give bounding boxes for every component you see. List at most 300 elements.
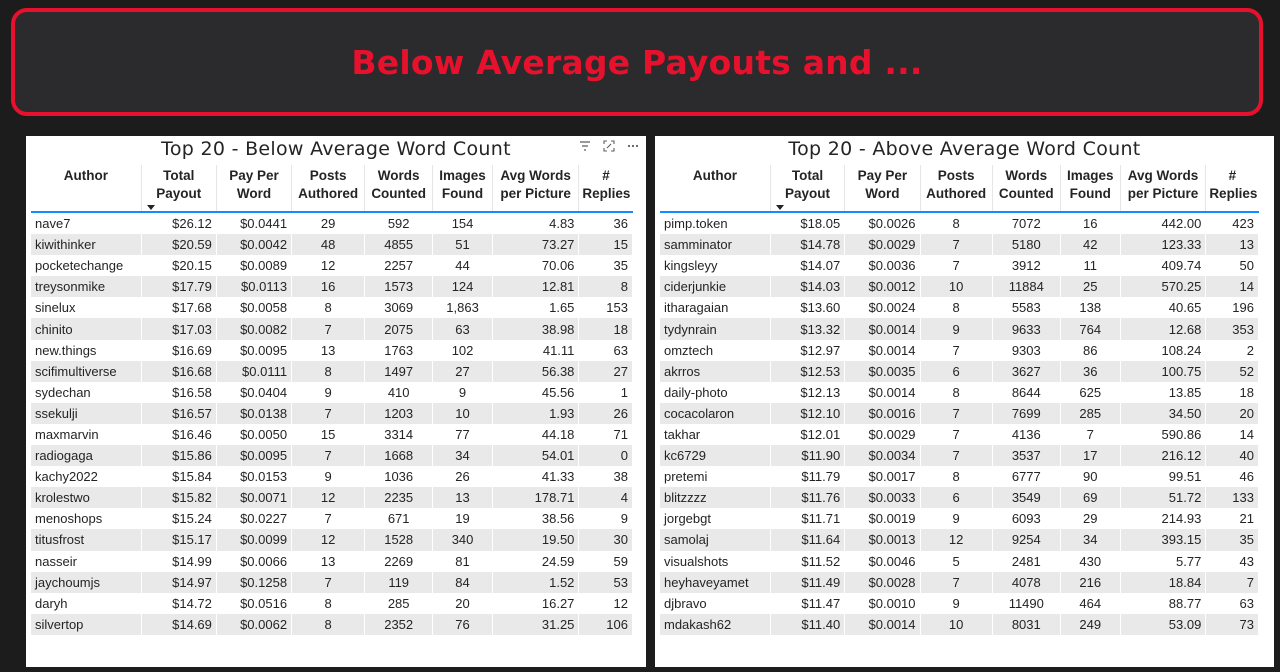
cell-images-found: 19 [433,508,493,529]
table-row[interactable] [660,340,1259,361]
cell-author: sinelux [31,297,141,318]
data-table [31,165,633,635]
cell-posts-authored: 6 [920,361,992,382]
cell-author: mdakash62 [660,614,770,635]
cell-avg-words-per-picture: 51.72 [1120,487,1206,508]
cell-words-counted: 1203 [365,403,433,424]
column-header-pay-per-word[interactable]: Pay Per Word [216,165,291,212]
table-row[interactable] [660,445,1259,466]
cell-avg-words-per-picture: 99.51 [1120,466,1206,487]
cell-pay-per-word: $0.0014 [845,382,920,403]
cell-images-found: 34 [433,445,493,466]
cell-author: nave7 [31,212,141,234]
column-header-posts-authored[interactable]: Posts Authored [292,165,365,212]
cell-total-payout: $11.52 [770,551,844,572]
cell-images-found: 84 [433,572,493,593]
cell-pay-per-word: $0.0028 [845,572,920,593]
table-row[interactable] [660,466,1259,487]
column-header-pay-per-word[interactable]: Pay Per Word [845,165,920,212]
table-row[interactable] [31,382,633,403]
cell-avg-words-per-picture: 214.93 [1120,508,1206,529]
cell-posts-authored: 48 [292,234,365,255]
cell-words-counted: 7699 [992,403,1060,424]
cell-posts-authored: 12 [292,255,365,276]
cell-images-found: 124 [433,276,493,297]
cell-total-payout: $16.68 [141,361,216,382]
header-row [660,165,1259,212]
cell-total-payout: $20.15 [141,255,216,276]
cell-avg-words-per-picture: 41.11 [492,340,579,361]
table-row[interactable] [31,297,633,318]
cell-pay-per-word: $0.0026 [845,212,920,234]
cell-author: menoshops [31,508,141,529]
cell-posts-authored: 7 [292,403,365,424]
cell-total-payout: $11.79 [770,466,844,487]
cell-posts-authored: 7 [292,508,365,529]
table-row[interactable] [31,403,633,424]
cell-words-counted: 1573 [365,276,433,297]
cell-pay-per-word: $0.0066 [216,551,291,572]
cell-replies: 50 [1206,255,1259,276]
cell-words-counted: 2075 [365,318,433,339]
cell-words-counted: 592 [365,212,433,234]
column-header-avg-words[interactable]: Avg Words per Picture [492,165,579,212]
cell-posts-authored: 7 [920,255,992,276]
cell-total-payout: $11.71 [770,508,844,529]
table-row[interactable] [31,234,633,255]
table-row[interactable] [660,212,1259,234]
cell-avg-words-per-picture: 178.71 [492,487,579,508]
cell-total-payout: $15.17 [141,529,216,550]
cell-posts-authored: 8 [920,297,992,318]
column-header-images-found[interactable]: Images Found [433,165,493,212]
cell-replies: 133 [1206,487,1259,508]
cell-pay-per-word: $0.0014 [845,340,920,361]
table-row[interactable] [660,234,1259,255]
cell-words-counted: 1528 [365,529,433,550]
cell-total-payout: $11.47 [770,593,844,614]
cell-words-counted: 3069 [365,297,433,318]
cell-words-counted: 5583 [992,297,1060,318]
cell-posts-authored: 29 [292,212,365,234]
cell-total-payout: $12.53 [770,361,844,382]
visual-title: Top 20 - Above Average Word Count [788,138,1141,160]
table-row[interactable] [660,255,1259,276]
table-row[interactable] [660,593,1259,614]
cell-pay-per-word: $0.0095 [216,445,291,466]
table-row[interactable] [660,318,1259,339]
cell-total-payout: $14.72 [141,593,216,614]
cell-words-counted: 410 [365,382,433,403]
cell-replies: 353 [1206,318,1259,339]
cell-images-found: 249 [1060,614,1120,635]
cell-images-found: 76 [433,614,493,635]
cell-words-counted: 2235 [365,487,433,508]
cell-words-counted: 9633 [992,318,1060,339]
table-row[interactable] [660,361,1259,382]
cell-avg-words-per-picture: 16.27 [492,593,579,614]
cell-pay-per-word: $0.0029 [845,234,920,255]
cell-total-payout: $14.03 [770,276,844,297]
cell-avg-words-per-picture: 13.85 [1120,382,1206,403]
cell-avg-words-per-picture: 4.83 [492,212,579,234]
cell-author: pimp.token [660,212,770,234]
cell-posts-authored: 10 [920,276,992,297]
cell-posts-authored: 16 [292,276,365,297]
cell-pay-per-word: $0.0035 [845,361,920,382]
cell-author: silvertop [31,614,141,635]
cell-images-found: 36 [1060,361,1120,382]
cell-author: visualshots [660,551,770,572]
cell-images-found: 10 [433,403,493,424]
cell-images-found: 77 [433,424,493,445]
table-row[interactable] [660,572,1259,593]
cell-words-counted: 3549 [992,487,1060,508]
table-row[interactable] [31,255,633,276]
cell-replies: 35 [579,255,633,276]
cell-posts-authored: 9 [920,318,992,339]
column-header-replies[interactable]: # Replies [1206,165,1259,212]
table-row[interactable] [31,593,633,614]
cell-total-payout: $15.82 [141,487,216,508]
table-row[interactable] [31,318,633,339]
cell-author: krolestwo [31,487,141,508]
cell-pay-per-word: $0.0024 [845,297,920,318]
cell-replies: 15 [579,234,633,255]
visual-header-icons [578,140,640,155]
cell-total-payout: $13.32 [770,318,844,339]
column-header-words-counted[interactable]: Words Counted [992,165,1060,212]
cell-pay-per-word: $0.0036 [845,255,920,276]
sort-descending-icon [147,205,155,210]
cell-total-payout: $15.84 [141,466,216,487]
cell-images-found: 69 [1060,487,1120,508]
cell-images-found: 63 [433,318,493,339]
cell-posts-authored: 8 [292,297,365,318]
table-row[interactable] [31,466,633,487]
cell-author: daryh [31,593,141,614]
cell-replies: 30 [579,529,633,550]
cell-author: nasseir [31,551,141,572]
table-row[interactable] [31,424,633,445]
cell-total-payout: $13.60 [770,297,844,318]
cell-author: kiwithinker [31,234,141,255]
cell-avg-words-per-picture: 44.18 [492,424,579,445]
cell-words-counted: 11884 [992,276,1060,297]
cell-author: kc6729 [660,445,770,466]
cell-replies: 1 [579,382,633,403]
table-row[interactable] [31,276,633,297]
cell-posts-authored: 9 [920,593,992,614]
above-average-table-visual[interactable] [655,136,1274,667]
cell-pay-per-word: $0.0042 [216,234,291,255]
cell-words-counted: 671 [365,508,433,529]
cell-avg-words-per-picture: 38.56 [492,508,579,529]
cell-total-payout: $11.90 [770,445,844,466]
cell-posts-authored: 7 [292,318,365,339]
cell-posts-authored: 7 [920,445,992,466]
cell-pay-per-word: $0.0012 [845,276,920,297]
cell-replies: 4 [579,487,633,508]
cell-posts-authored: 12 [292,487,365,508]
cell-images-found: 764 [1060,318,1120,339]
sort-descending-icon [776,205,784,210]
cell-pay-per-word: $0.1258 [216,572,291,593]
column-header-avg-words[interactable]: Avg Words per Picture [1120,165,1206,212]
cell-avg-words-per-picture: 1.65 [492,297,579,318]
cell-words-counted: 3314 [365,424,433,445]
column-header-total-payout[interactable]: Total Payout [770,165,844,212]
column-header-replies[interactable]: # Replies [579,165,633,212]
cell-images-found: 16 [1060,212,1120,234]
cell-total-payout: $14.69 [141,614,216,635]
cell-avg-words-per-picture: 12.81 [492,276,579,297]
cell-pay-per-word: $0.0010 [845,593,920,614]
cell-total-payout: $11.64 [770,529,844,550]
cell-total-payout: $11.40 [770,614,844,635]
cell-replies: 63 [1206,593,1259,614]
cell-author: ciderjunkie [660,276,770,297]
cell-pay-per-word: $0.0113 [216,276,291,297]
table-row[interactable] [31,529,633,550]
cell-total-payout: $14.07 [770,255,844,276]
cell-author: jorgebgt [660,508,770,529]
cell-posts-authored: 7 [920,403,992,424]
cell-posts-authored: 12 [292,529,365,550]
table-row[interactable] [660,508,1259,529]
cell-replies: 46 [1206,466,1259,487]
cell-replies: 18 [1206,382,1259,403]
cell-images-found: 1,863 [433,297,493,318]
cell-replies: 423 [1206,212,1259,234]
cell-avg-words-per-picture: 409.74 [1120,255,1206,276]
cell-avg-words-per-picture: 40.65 [1120,297,1206,318]
cell-author: pocketechange [31,255,141,276]
cell-avg-words-per-picture: 54.01 [492,445,579,466]
cell-images-found: 285 [1060,403,1120,424]
cell-pay-per-word: $0.0516 [216,593,291,614]
cell-avg-words-per-picture: 570.25 [1120,276,1206,297]
cell-total-payout: $15.24 [141,508,216,529]
table-row[interactable] [31,445,633,466]
cell-pay-per-word: $0.0014 [845,318,920,339]
cell-author: takhar [660,424,770,445]
cell-replies: 71 [579,424,633,445]
header-row [31,165,633,212]
cell-posts-authored: 9 [292,382,365,403]
cell-images-found: 90 [1060,466,1120,487]
filter-icon[interactable] [578,140,592,155]
cell-pay-per-word: $0.0111 [216,361,291,382]
cell-words-counted: 4136 [992,424,1060,445]
cell-posts-authored: 8 [920,382,992,403]
table-row[interactable] [660,487,1259,508]
cell-total-payout: $12.97 [770,340,844,361]
cell-pay-per-word: $0.0099 [216,529,291,550]
cell-author: kingsleyy [660,255,770,276]
cell-author: sydechan [31,382,141,403]
cell-author: blitzzzz [660,487,770,508]
cell-avg-words-per-picture: 38.98 [492,318,579,339]
column-header-total-payout[interactable]: Total Payout [141,165,216,212]
cell-replies: 38 [579,466,633,487]
table-row[interactable] [660,276,1259,297]
header-banner [11,8,1263,116]
cell-replies: 0 [579,445,633,466]
cell-author: radiogaga [31,445,141,466]
cell-replies: 43 [1206,551,1259,572]
cell-total-payout: $17.03 [141,318,216,339]
table-row[interactable] [31,212,633,234]
cell-replies: 8 [579,276,633,297]
cell-total-payout: $17.79 [141,276,216,297]
cell-replies: 14 [1206,424,1259,445]
cell-images-found: 464 [1060,593,1120,614]
cell-avg-words-per-picture: 108.24 [1120,340,1206,361]
cell-posts-authored: 8 [920,466,992,487]
table-row[interactable] [31,340,633,361]
cell-words-counted: 8031 [992,614,1060,635]
cell-replies: 2 [1206,340,1259,361]
cell-posts-authored: 7 [920,572,992,593]
cell-total-payout: $16.58 [141,382,216,403]
cell-replies: 52 [1206,361,1259,382]
cell-avg-words-per-picture: 88.77 [1120,593,1206,614]
cell-images-found: 44 [433,255,493,276]
cell-images-found: 102 [433,340,493,361]
banner-title: Below Average Payouts and ... [351,42,923,82]
table-row[interactable] [660,403,1259,424]
cell-author: maxmarvin [31,424,141,445]
table-row[interactable] [31,361,633,382]
cell-posts-authored: 10 [920,614,992,635]
cell-words-counted: 8644 [992,382,1060,403]
column-header-author[interactable]: Author [31,165,141,212]
cell-pay-per-word: $0.0138 [216,403,291,424]
table-row[interactable] [31,487,633,508]
cell-images-found: 26 [433,466,493,487]
cell-author: omztech [660,340,770,361]
cell-replies: 14 [1206,276,1259,297]
cell-replies: 53 [579,572,633,593]
cell-replies: 106 [579,614,633,635]
cell-posts-authored: 12 [920,529,992,550]
cell-avg-words-per-picture: 34.50 [1120,403,1206,424]
below-average-table-visual[interactable] [26,136,646,667]
cell-replies: 9 [579,508,633,529]
cell-words-counted: 5180 [992,234,1060,255]
cell-words-counted: 9254 [992,529,1060,550]
cell-author: samminator [660,234,770,255]
table-row[interactable] [31,508,633,529]
cell-pay-per-word: $0.0019 [845,508,920,529]
cell-total-payout: $12.10 [770,403,844,424]
cell-total-payout: $26.12 [141,212,216,234]
cell-images-found: 34 [1060,529,1120,550]
table-row[interactable] [660,614,1259,635]
cell-words-counted: 6777 [992,466,1060,487]
cell-avg-words-per-picture: 41.33 [492,466,579,487]
cell-pay-per-word: $0.0029 [845,424,920,445]
cell-images-found: 27 [433,361,493,382]
table-row[interactable] [31,614,633,635]
cell-total-payout: $16.69 [141,340,216,361]
cell-author: tydynrain [660,318,770,339]
cell-replies: 13 [1206,234,1259,255]
cell-total-payout: $14.97 [141,572,216,593]
cell-posts-authored: 8 [292,593,365,614]
more-options-icon[interactable] [626,140,640,155]
cell-words-counted: 2352 [365,614,433,635]
table-row[interactable] [660,551,1259,572]
cell-images-found: 86 [1060,340,1120,361]
cell-images-found: 11 [1060,255,1120,276]
column-header-images-found[interactable]: Images Found [1060,165,1120,212]
cell-author: jaychoumjs [31,572,141,593]
cell-author: itharagaian [660,297,770,318]
cell-posts-authored: 7 [292,572,365,593]
table-row[interactable] [660,297,1259,318]
cell-words-counted: 2257 [365,255,433,276]
cell-pay-per-word: $0.0046 [845,551,920,572]
cell-images-found: 154 [433,212,493,234]
column-header-author[interactable]: Author [660,165,770,212]
table-row[interactable] [660,424,1259,445]
cell-images-found: 13 [433,487,493,508]
cell-replies: 35 [1206,529,1259,550]
focus-mode-icon[interactable] [602,140,616,155]
cell-pay-per-word: $0.0095 [216,340,291,361]
column-header-posts-authored[interactable]: Posts Authored [920,165,992,212]
cell-author: samolaj [660,529,770,550]
cell-avg-words-per-picture: 31.25 [492,614,579,635]
cell-pay-per-word: $0.0089 [216,255,291,276]
cell-replies: 27 [579,361,633,382]
table-row[interactable] [31,572,633,593]
cell-author: cocacolaron [660,403,770,424]
table-row[interactable] [660,382,1259,403]
cell-pay-per-word: $0.0153 [216,466,291,487]
cell-posts-authored: 8 [292,361,365,382]
cell-pay-per-word: $0.0013 [845,529,920,550]
cell-words-counted: 285 [365,593,433,614]
cell-posts-authored: 7 [292,445,365,466]
cell-pay-per-word: $0.0050 [216,424,291,445]
cell-total-payout: $18.05 [770,212,844,234]
table-row[interactable] [660,529,1259,550]
cell-replies: 20 [1206,403,1259,424]
cell-posts-authored: 7 [920,340,992,361]
table-row[interactable] [31,551,633,572]
cell-posts-authored: 15 [292,424,365,445]
cell-images-found: 17 [1060,445,1120,466]
cell-replies: 63 [579,340,633,361]
cell-avg-words-per-picture: 216.12 [1120,445,1206,466]
cell-avg-words-per-picture: 5.77 [1120,551,1206,572]
cell-author: chinito [31,318,141,339]
cell-words-counted: 1497 [365,361,433,382]
cell-pay-per-word: $0.0017 [845,466,920,487]
cell-posts-authored: 5 [920,551,992,572]
cell-avg-words-per-picture: 12.68 [1120,318,1206,339]
cell-total-payout: $16.46 [141,424,216,445]
column-header-words-counted[interactable]: Words Counted [365,165,433,212]
cell-words-counted: 9303 [992,340,1060,361]
cell-avg-words-per-picture: 100.75 [1120,361,1206,382]
cell-words-counted: 6093 [992,508,1060,529]
cell-total-payout: $16.57 [141,403,216,424]
cell-pay-per-word: $0.0404 [216,382,291,403]
